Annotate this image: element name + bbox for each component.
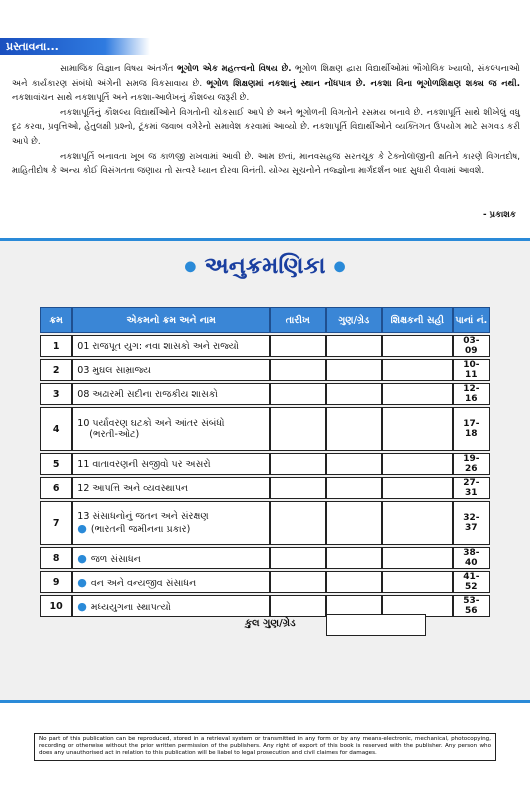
row-name-text: 11 વાતાવરણની સજીવો પર અસરો	[77, 458, 211, 470]
row-date-cell[interactable]	[270, 383, 325, 405]
row-name	[72, 407, 270, 451]
row-pages: 32-37	[453, 501, 490, 545]
row-num: 10	[40, 595, 72, 617]
row-name-text: 01 રાજપૂત યુગ: નવા શાસકો અને રાજ્યો	[77, 340, 239, 352]
row-grade-cell[interactable]	[326, 359, 383, 381]
row-sign-cell[interactable]	[382, 571, 453, 593]
row-date-cell[interactable]	[270, 595, 325, 617]
table-row	[40, 453, 490, 475]
toc-title-text: અનુક્રમણિકા	[204, 253, 326, 279]
bullet-icon: ●	[77, 599, 87, 613]
table-row	[40, 547, 490, 569]
bullet-icon: ●	[77, 551, 87, 565]
preface-bold-span: ભૂગોળ એક મહત્ત્વનો વિષય છે.	[176, 64, 292, 74]
row-pages: 12-16	[453, 383, 490, 405]
row-date-cell[interactable]	[270, 453, 325, 475]
row-date-cell[interactable]	[270, 335, 325, 357]
contents-table	[40, 305, 490, 619]
table-row	[40, 335, 490, 357]
header-grade: ગુણ/ગ્રેડ	[326, 307, 383, 333]
publisher-signature: - પ્રકાશક	[482, 210, 516, 220]
header-date: તારીખ	[270, 307, 325, 333]
total-grade-label: કુલ ગુણ/ગ્રેડ	[245, 618, 296, 629]
row-sign-cell[interactable]	[382, 547, 453, 569]
row-grade-cell[interactable]	[326, 571, 383, 593]
row-grade-cell[interactable]	[326, 453, 383, 475]
preface-paragraph-2: નકશાપૂર્તિનું કૌશલ્ય વિદ્યાર્થીઓને વિગતોની ચોકસાઈ આપે છે અને ભૂગોળની વિગતોને રસમય બનાવે છે. નકશાપૂર્તિ સાથે શીખેલું વધુ દૃઢ કરવા, પ્રવૃત્તિઓ, હેતુલક્ષી પ્રશ્નો, ટૂંકમાં જવાબ વગેરેનો સમાવેશ કરવામાં આવ્યો છે. નકશાપૂર્તિ વિદ્યાર્થીઓને વ્યક્તિગત ઉપયોગ માટે સગવડ કરી આપે છે.	[12, 107, 520, 147]
row-pages: 17-18	[453, 407, 490, 451]
preface-paragraph-1	[12, 62, 520, 106]
row-name-text: જળ સંસાધન	[90, 553, 141, 565]
row-num: 3	[40, 383, 72, 405]
row-name-text: 13 સંસાધનોનું જતન અને સંરક્ષણ	[77, 511, 209, 522]
row-date-cell[interactable]	[270, 407, 325, 451]
row-pages: 41-52	[453, 571, 490, 593]
row-grade-cell[interactable]	[326, 547, 383, 569]
row-name	[72, 359, 270, 381]
row-name	[72, 477, 270, 499]
row-sign-cell[interactable]	[382, 335, 453, 357]
row-sign-cell[interactable]	[382, 407, 453, 451]
row-sign-cell[interactable]	[382, 453, 453, 475]
bullet-icon: ●	[77, 522, 87, 535]
row-date-cell[interactable]	[270, 477, 325, 499]
row-num: 5	[40, 453, 72, 475]
bullet-icon: ●	[77, 575, 87, 589]
row-pages: 53-56	[453, 595, 490, 617]
row-sign-cell[interactable]	[382, 383, 453, 405]
row-grade-cell[interactable]	[326, 501, 383, 545]
table-row	[40, 477, 490, 499]
row-pages: 03-09	[453, 335, 490, 357]
row-name	[72, 453, 270, 475]
header-name: એકમનો ક્રમ અને નામ	[72, 307, 270, 333]
row-name-subtext: (ભારતની જમીનના પ્રકાર)	[90, 524, 191, 535]
row-name	[72, 335, 270, 357]
row-name	[72, 571, 270, 593]
row-num: 1	[40, 335, 72, 357]
preface-heading: પ્રસ્તાવના...	[0, 38, 150, 55]
row-grade-cell[interactable]	[326, 383, 383, 405]
row-grade-cell[interactable]	[326, 407, 383, 451]
row-grade-cell[interactable]	[326, 477, 383, 499]
row-num: 6	[40, 477, 72, 499]
preface-paragraph-3: નકશાપૂર્તિ બનાવતા ખૂબ જ કાળજી રાખવામાં આવી છે. આમ છતાં, માનવસહજ સરતચૂક કે ટેક્નોલૉજીની ક્ષતિને કારણે વિગતદોષ, માહિતીદોષ કે અન્ય કોઈ વિસંગતતા જણાય તો સત્વરે ધ્યાન દોરવા વિનંતી. યોગ્ય સૂચનોને તજ્જ્ઞોના માર્ગદર્શન બાદ સુધારી લેવામાં આવશે.	[12, 151, 520, 177]
row-name-subtext: (ભરતી-ઓટ)	[89, 429, 140, 440]
row-date-cell[interactable]	[270, 501, 325, 545]
copyright-notice: No part of this publication can be reproduced, stored in a retrieval system or transmitted in any form or by any means-electronic, mechanical, photocopying, recording or otherwise without the prior written permission of the publishers. Any right of export of this book is reserved with the publisher. Any person who does any unauthorised act in relation to this publication will be liabel to legal prosecution and civil claimes for damages.	[34, 733, 496, 761]
preface-text-span: નકશાવાંચન સાથે નકશાપૂર્તિ અને નકશા-આલેખનું કૌશલ્ય જરૂરી છે.	[12, 93, 250, 104]
header-sign: શિક્ષકની સહી	[382, 307, 453, 333]
table-row	[40, 359, 490, 381]
row-sign-cell[interactable]	[382, 477, 453, 499]
row-grade-cell[interactable]	[326, 335, 383, 357]
header-num: ક્રમ	[40, 307, 72, 333]
table-row	[40, 407, 490, 451]
row-name-text: વન અને વન્યજીવ સંસાધન	[90, 577, 197, 589]
row-name	[72, 501, 270, 545]
bullet-icon: ●	[184, 258, 197, 275]
row-date-cell[interactable]	[270, 359, 325, 381]
table-row	[40, 383, 490, 405]
row-num: 2	[40, 359, 72, 381]
row-name	[72, 595, 270, 617]
row-name	[72, 383, 270, 405]
row-pages: 10-11	[453, 359, 490, 381]
header-pages: પાનાં નં.	[453, 307, 490, 333]
row-num: 9	[40, 571, 72, 593]
row-pages: 38-40	[453, 547, 490, 569]
row-name-text: મધ્યયુગના સ્થાપત્યો	[90, 601, 171, 613]
row-date-cell[interactable]	[270, 571, 325, 593]
table-header-row	[40, 307, 490, 333]
row-date-cell[interactable]	[270, 547, 325, 569]
row-num: 4	[40, 407, 72, 451]
preface-text-span: ભૂગોળ શિક્ષણ દ્વારા વિદ્યાર્થીઓમાં ભૌગોલિક ખ્યાલો, સંકલ્પનાઓ અને કાર્યકારણ સંબંધો અંગેની સમજ વિકસાવાય છે.	[12, 64, 520, 89]
preface-text-span: સામાજિક વિજ્ઞાન વિષય અંતર્ગત	[60, 64, 177, 74]
row-pages: 27-31	[453, 477, 490, 499]
row-name-text: 10 પર્યાવરણ ઘટકો અને આંતર સંબંધો	[77, 418, 225, 429]
total-grade-box[interactable]	[326, 614, 426, 636]
bullet-icon: ●	[333, 258, 346, 275]
row-num: 7	[40, 501, 72, 545]
table-row	[40, 501, 490, 545]
toc-title	[0, 253, 530, 279]
row-name	[72, 547, 270, 569]
row-name-text: 12 આપત્તિ અને વ્યવસ્થાપન	[77, 482, 189, 494]
preface-bold-span: ભૂગોળ શિક્ષણમાં નકશાનું સ્થાન નોંધપાત્ર છે. નકશા વિના ભૂગોળશિક્ષણ શક્ય જ નથી.	[206, 78, 521, 89]
table-row	[40, 571, 490, 593]
row-num: 8	[40, 547, 72, 569]
row-sign-cell[interactable]	[382, 359, 453, 381]
row-pages: 19-26	[453, 453, 490, 475]
row-name-text: 08 અઢારમી સદીના રાજકીય શાસકો	[77, 388, 218, 400]
preface-text	[12, 62, 520, 179]
row-sign-cell[interactable]	[382, 501, 453, 545]
row-name-text: 03 મુઘલ સામ્રાજ્ય	[77, 364, 151, 376]
